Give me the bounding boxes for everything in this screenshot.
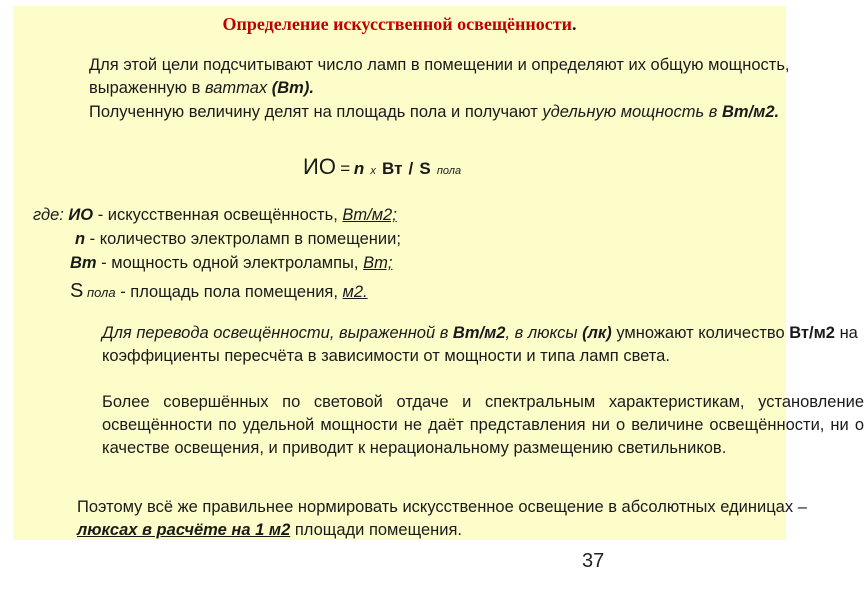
paragraph-count-lamps — [19, 54, 847, 100]
p2-specific-power: удельную мощность в — [542, 103, 722, 121]
formula-equals: = — [339, 159, 350, 178]
def-s-symbol: S — [70, 280, 84, 302]
formula-n: n — [353, 159, 365, 178]
p1-watts: ваттах — [204, 79, 268, 97]
definition-s — [70, 280, 368, 303]
p5-text-1: Для перевода освещённости, выраженной в — [102, 324, 453, 342]
slide-panel — [13, 6, 864, 540]
def-wt-text: - мощность одной электролампы, — [96, 254, 364, 272]
def-wt-unit: Вт; — [363, 254, 393, 272]
p7-text-2: площади помещения. — [290, 521, 462, 539]
paragraph-conversion — [19, 322, 864, 368]
p5-text-4: на коэффициенты пересчёта в зависимости от мощности и типа ламп света. — [102, 324, 858, 365]
formula-slash: / — [408, 159, 414, 178]
p7-lux-emphasis: люксах в расчёте на 1 м2 — [77, 521, 291, 539]
title-dot: . — [571, 14, 577, 34]
p5-lux: (лк) — [582, 324, 612, 342]
page-number: 37 — [582, 550, 605, 572]
paragraph-specific-power — [19, 101, 847, 124]
def-io-symbol: ИО — [68, 206, 94, 224]
def-s-sub: пола — [83, 285, 116, 300]
p5-text-2: , в люксы — [505, 324, 583, 342]
def-s-text: - площадь пола помещения, — [115, 283, 343, 301]
formula — [303, 154, 461, 180]
def-s-unit: м2. — [342, 283, 368, 301]
p1-text: Для этой цели подсчитывают число ламп в помещении и определяют их общую мощность, выраженную в — [89, 56, 790, 97]
def-n-text: - количество электроламп в помещении; — [85, 230, 401, 248]
p5-unit-2: Вт/м2 — [789, 324, 835, 342]
paragraph-conclusion — [19, 496, 839, 542]
formula-wt: Вт — [382, 159, 403, 178]
title-text: Определение искусственной освещённости — [222, 14, 572, 34]
def-where: где: — [33, 206, 69, 224]
p7-text-1: Поэтому всё же правильнее нормировать искусственное освещение в абсолютных единицах – — [77, 498, 807, 516]
formula-s: S — [419, 159, 431, 178]
p5-unit-1: Вт/м2 — [452, 324, 506, 342]
slide-title — [13, 14, 786, 35]
definition-wt — [70, 254, 392, 273]
p2-unit: Вт/м2. — [721, 103, 780, 121]
p5-text-3: умножают количество — [611, 324, 790, 342]
definition-io — [33, 206, 397, 225]
def-io-text: - искусственная освещённость, — [93, 206, 343, 224]
def-wt-symbol: Вт — [70, 254, 97, 272]
paragraph-drawbacks: Более совершённых по световой отдаче и спектральным характеристикам, установление освещённости по удельной мощности не даёт представления ни о величине освещённости, ни о качестве освещения, и приводит к нерациональному размещению светильников. — [102, 393, 864, 457]
formula-pola: пола — [436, 165, 462, 177]
def-io-unit: Вт/м2; — [342, 206, 397, 224]
formula-io: ИО — [303, 154, 336, 179]
p2-text: Полученную величину делят на площадь пола и получают — [89, 103, 543, 121]
p1-unit: (Вт). — [267, 79, 314, 97]
formula-times: х — [370, 165, 376, 177]
definition-n — [75, 230, 401, 249]
def-n-symbol: n — [75, 230, 86, 248]
